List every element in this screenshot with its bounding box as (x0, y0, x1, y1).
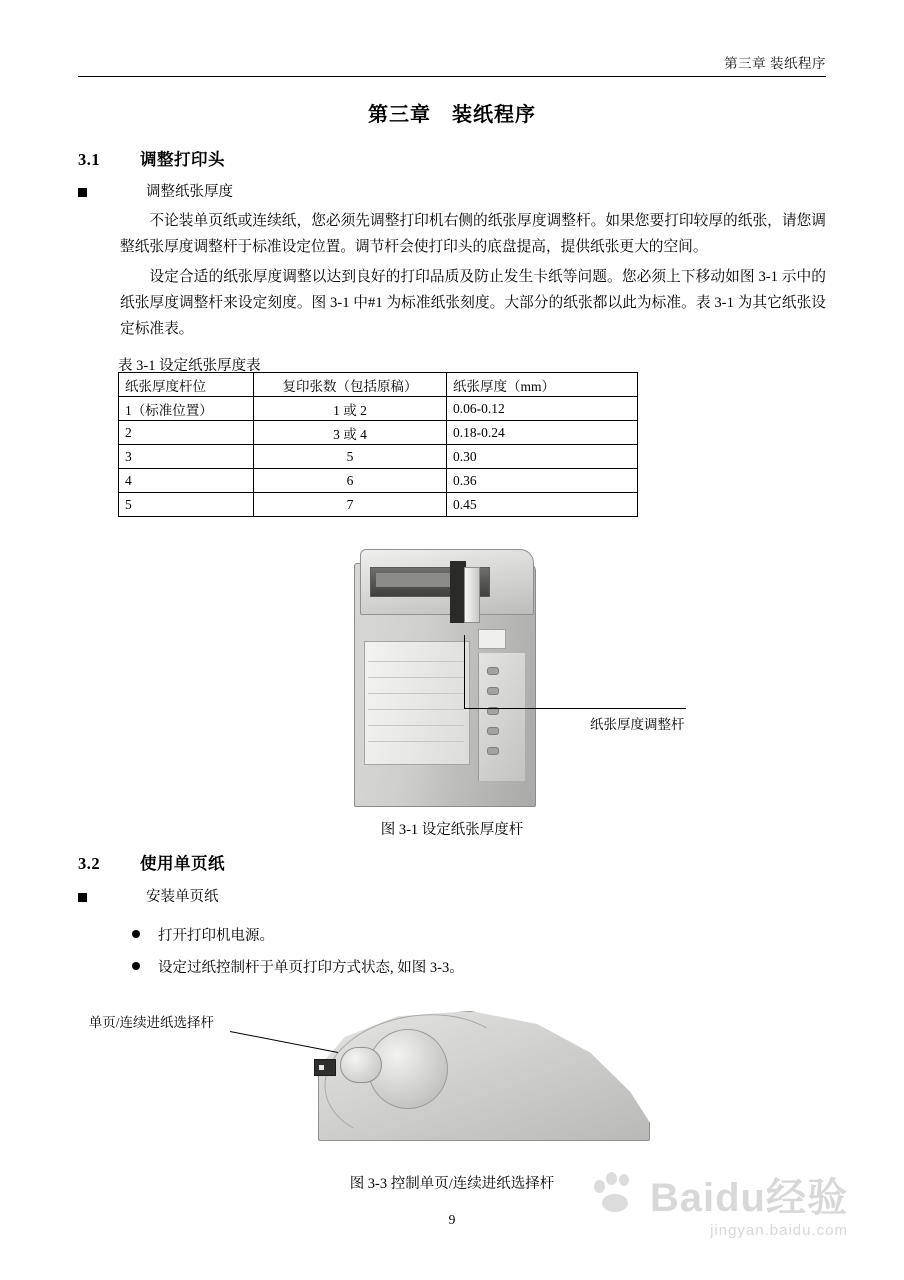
paper-select-lever-knob (340, 1047, 382, 1083)
printer-led-icon (487, 727, 499, 735)
printer-control-panel (478, 653, 525, 781)
bullet-label: 安装单页纸 (146, 889, 219, 905)
paragraph-1: 不论装单页纸或连续纸，您必须先调整打印机右侧的纸张厚度调整杆。如果您要打印较厚的纸张，请您调整纸张厚度调整杆于标准设定位置。调节杆会使打印头的底盘提高，提供纸张更大的空间。 (120, 213, 826, 255)
table-cell: 5 (119, 493, 254, 517)
watermark-sub: jingyan.baidu.com (710, 1222, 848, 1239)
table-cell: 7 (254, 493, 447, 517)
watermark-main: Baidu经验 (649, 1176, 848, 1220)
square-bullet-icon (78, 188, 87, 197)
bullet-label: 调整纸张厚度 (146, 184, 233, 200)
callout-leader-vertical (464, 635, 465, 709)
table-cell: 0.18-0.24 (447, 421, 638, 445)
section-number: 3.1 (78, 150, 101, 169)
step-label: 打开打印机电源。 (158, 928, 274, 944)
callout-leader-horizontal (464, 708, 686, 709)
paragraph-2: 设定合适的纸张厚度调整以达到良好的打印品质及防止发生卡纸等问题。您必须上下移动如图 3-1 示中的纸张厚度调整杆来设定刻度。图 3-1 中#1 为标准纸张刻度。大部分的纸张都以此为标准。表 3-1 为其它纸张设定标准表。 (120, 269, 826, 337)
printer-tray-lines (368, 651, 464, 755)
printer-led-icon (487, 667, 499, 675)
header-rule (78, 76, 826, 77)
round-bullet-icon (132, 930, 140, 938)
table-cell: 2 (119, 421, 254, 445)
chapter-title: 第三章 装纸程序 (368, 104, 536, 126)
section-heading-3-2 (78, 850, 225, 874)
bullet-adjust-thickness (78, 185, 478, 205)
table-cell: 0.45 (447, 493, 638, 517)
table-header-cell: 纸张厚度（mm） (447, 373, 638, 397)
table-row (119, 469, 638, 493)
table-row (119, 421, 638, 445)
table-caption: 表 3-1 设定纸张厚度表 (118, 358, 261, 374)
paper-thickness-lever (464, 567, 480, 623)
table-header-cell: 纸张厚度杆位 (119, 373, 254, 397)
figure-3-1-caption: 图 3-1 设定纸张厚度杆 (380, 822, 524, 838)
table-cell: 5 (254, 445, 447, 469)
table-row (119, 445, 638, 469)
table-row (119, 397, 638, 421)
callout-leader-select-lever (230, 1031, 338, 1053)
printer-led-icon (487, 747, 499, 755)
table-header-row (119, 373, 638, 397)
section-title: 使用单页纸 (140, 854, 225, 873)
table-cell: 4 (119, 469, 254, 493)
paper-thickness-table (118, 372, 638, 517)
section-title: 调整打印头 (140, 150, 225, 169)
page-number: 9 (448, 1212, 456, 1227)
callout-label-thickness-lever: 纸张厚度调整杆 (590, 717, 685, 732)
printer-led-icon (487, 687, 499, 695)
table-cell: 0.30 (447, 445, 638, 469)
printer-button (478, 629, 506, 649)
table-cell: 1（标准位置） (119, 397, 254, 421)
step-label: 设定过纸控制杆于单页打印方式状态, 如图 3-3。 (158, 960, 464, 976)
bullet-install-cut-sheet (78, 890, 478, 910)
section-heading-3-1 (78, 146, 225, 170)
square-bullet-icon (78, 893, 87, 902)
table-cell: 1 或 2 (254, 397, 447, 421)
table-cell: 3 或 4 (254, 421, 447, 445)
table-cell: 6 (254, 469, 447, 493)
figure-3-3 (78, 985, 826, 1165)
running-header: 第三章 装纸程序 (724, 56, 826, 71)
table-cell: 0.06-0.12 (447, 397, 638, 421)
table-row (119, 493, 638, 517)
section-number: 3.2 (78, 854, 101, 873)
figure-3-3-caption: 图 3-3 控制单页/连续进纸选择杆 (349, 1176, 555, 1192)
table-cell: 0.36 (447, 469, 638, 493)
round-bullet-icon (132, 962, 140, 970)
power-switch (314, 1059, 336, 1076)
table-header-cell: 复印张数（包括原稿） (254, 373, 447, 397)
table-cell: 3 (119, 445, 254, 469)
figure-3-1 (78, 525, 826, 805)
printer-illustration (354, 533, 534, 805)
callout-label-select-lever: 单页/连续进纸选择杆 (88, 1015, 214, 1030)
